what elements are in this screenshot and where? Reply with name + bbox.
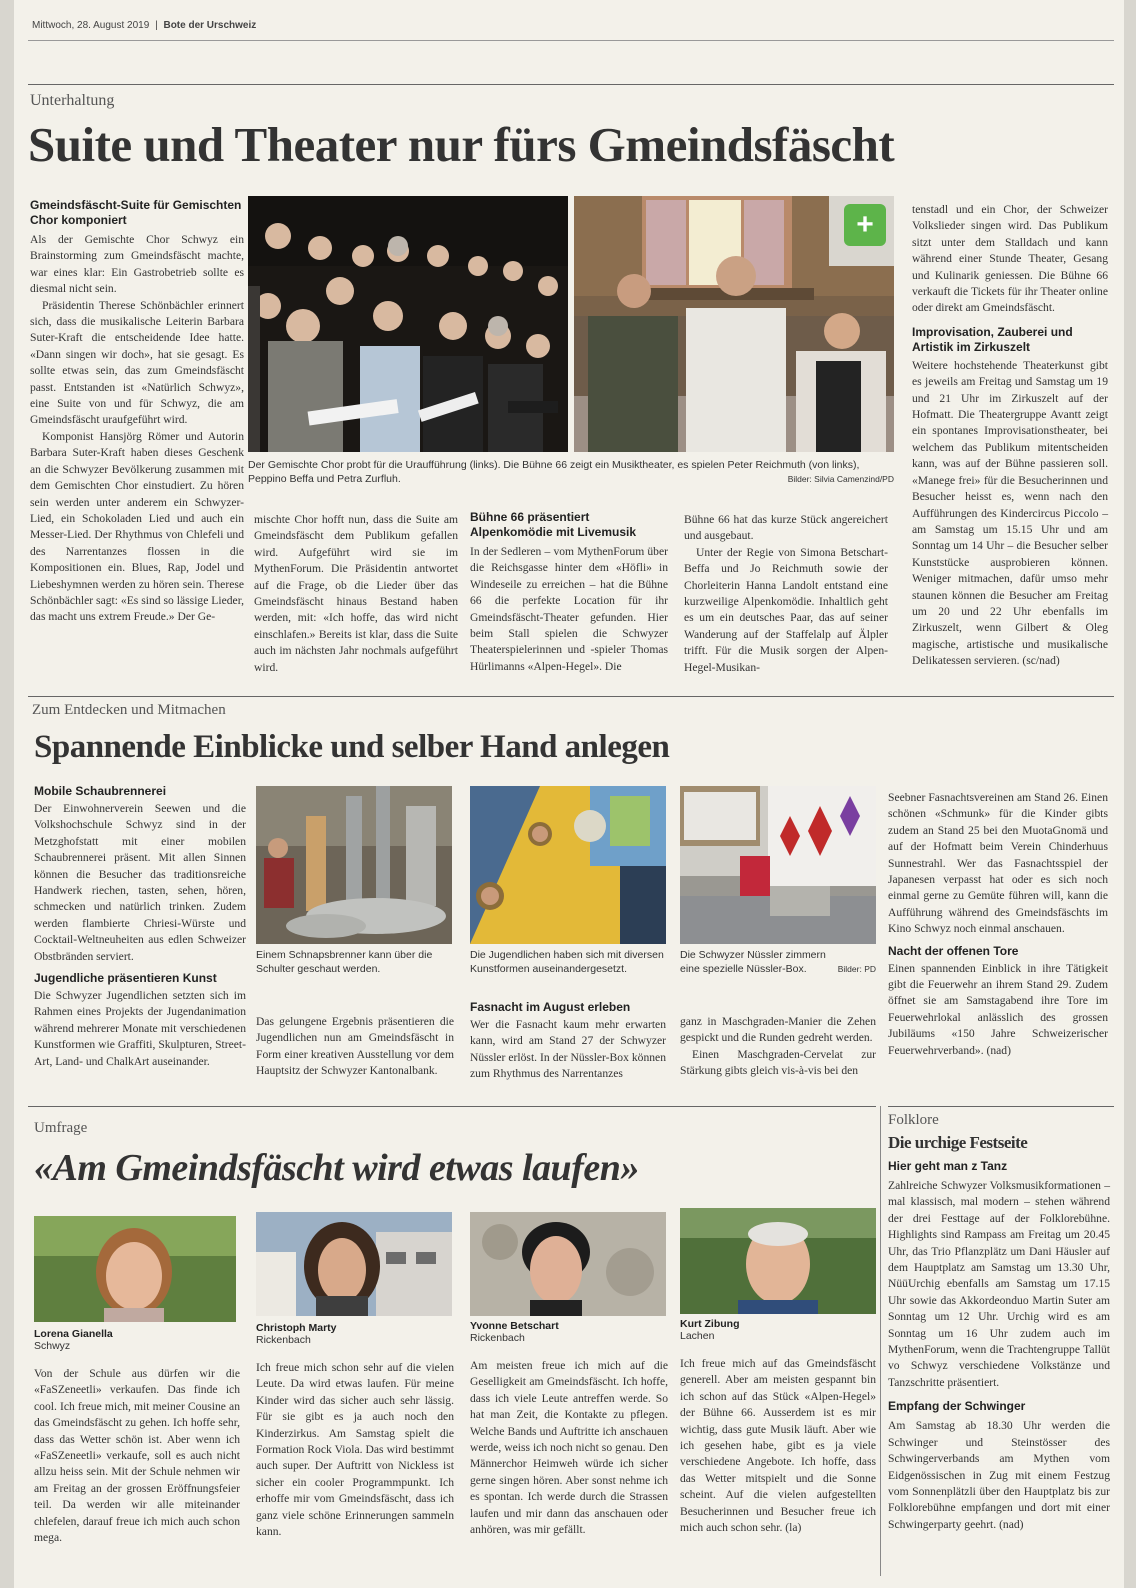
survey-person-2 — [256, 1322, 454, 1540]
middle-body-5b: Einen spannenden Einblick in ihre Tätigkeit gibt die Feuerwehr an ihrem Stand 29. Zudem öffnet sie am Samstagabend ihre Tore im Feuerwehrlokal anlässlich des grossen Jubiläums «150 Jahre Schweizerischer Feuerwehrverband». (nad) — [888, 961, 1108, 1057]
top-photo-caption: Der Gemischte Chor probt für die Uraufführung (links). Die Bühne 66 zeigt ein Musiktheater, es spielen Peter Reichmuth (von links), Peppino Beffa und Petra Zurfluh. — [248, 459, 860, 485]
top-column-5 — [912, 202, 1108, 670]
top-col1-body — [30, 232, 244, 626]
person-place: Schwyz — [34, 1340, 71, 1352]
portrait-photo — [34, 1216, 236, 1322]
survey-person-4 — [680, 1318, 876, 1536]
paragraph: Komponist Hansjörg Römer und Autorin Barbara Suter-Kraft haben dieses Geschenk an die Schwyzer Bevölkerung zusammen mit dem Gemischten Chor einstudiert. Zu hören sein werden unter anderem ein Schwyzer-Lied, ein Schokoladen Lied und auch ein Messer-Lied. Der Rhythmus von Chlefeli und des Narrentanzes flossen in die Kompositionen ein. Blues, Rap, Jodel und Liebeshymnen werden zu hören sein. Therese Schönbächler sagt: «Es sind so lässige Lieder, das macht uns extrem Freude.» Der Ge- — [30, 429, 244, 624]
person-place: Rickenbach — [256, 1334, 311, 1346]
folklore-subhead-2: Empfang der Schwinger — [888, 1399, 1026, 1414]
top-col3-subhead: Bühne 66 präsentiert Alpenkomödie mit Livemusik — [470, 510, 637, 539]
top-column-2: mischte Chor hofft nun, dass die Suite am Gmeindsfäscht dem Publikum gefallen wird. Aufgeführt wird sie im MythenForum. Die Präsidentin antwortet auf die Frage, ob die Lieder über das Gmeindsfäscht hinaus Bestand haben werden, mit: «Ich hoffe, das wird nicht einschlafen.» Bereits ist klar, dass die Suite auch im nächsten Jahr nochmals aufgeführt wird. — [254, 513, 458, 674]
paragraph: Präsidentin Therese Schönbächler erinnert sich, dass die musikalische Leiterin Barbara Suter-Kraft die entscheidende Idee hatte. «Dann singen wir doch», hat sie gesagt. Es sollte etwas sein, das zum Gmeindsfäscht passt. Entstanden ist «Natürlich Schwyz», eine Suite von und für Schwyz, die am Gmeindsfäscht uraufgeführt wird. — [30, 298, 244, 427]
person-quote: Am meisten freue ich mich auf die Geselligkeit am Gmeindsfäscht. Ich hoffe, dass ich viele Leute antreffen werde. So hat man Zeit, die Kontakte zu pflegen. Welche Bands und Auftritte ich anschauen werde, weiss ich noch nicht so genau. Den Männerchor Heimweh würde ich sicher gerne singen hören. Aber sonst nehme ich es spontan. Ich werde durch die Strassen laufen und mir dann das anschauen oder anhören, was mir gefällt. — [470, 1359, 668, 1537]
distillery-caption: Einem Schnapsbrenner kann über die Schulter geschaut werden. — [256, 949, 433, 975]
distillery-photo — [256, 786, 452, 944]
folklore-box — [888, 1112, 1110, 1533]
top-column-4 — [684, 512, 888, 676]
column-divider — [880, 1106, 881, 1576]
top-col5-body-2: Weitere hochstehende Theaterkunst gibt es jeweils am Freitag und Samstag um 19 und 21 Uhr im Zirkuszelt auf der Hofmatt. Die Theatergruppe Avantt zeigt ein spontanes Improvisationstheater, bei welchem das Publikum mitentscheiden kann, was auf der Bühne passieren soll. «Manege frei» für die Besucherinnen und Besucher heisst es, wenn nach den Aufführungen des Kindercircus Piccolo – am Samstag um 15.15 Uhr und am Sonntag um 14 Uhr – die Besucher selber Kunststücke ausprobieren können. Weniger mitmachen, dafür umso mehr staunen können die Besucher am Freitag um 20 und 22 Uhr ebenfalls im Zirkuszelt, wenn Gilbert & Oleg magische, artistische und musikalische Delikatessen servieren. (sc/nad) — [912, 358, 1108, 668]
middle-body-2: Die Schwyzer Jugendlichen setzten sich im Rahmen eines Projekts der Jugendanimation während mehrerer Monate mit verschiedenen Kunstformen wie Graffiti, Skulpturen, Street-Art, Land- und ChalkArt auseinander. — [34, 989, 246, 1068]
middle-department: Zum Entdecken und Mitmachen — [32, 702, 226, 718]
middle-subhead-3: Fasnacht im August erleben — [470, 1000, 631, 1014]
section-rule — [888, 1106, 1114, 1107]
folklore-headline: Die urchige Festseite — [888, 1133, 1028, 1152]
survey-department: Umfrage — [34, 1120, 88, 1136]
top-column-1 — [30, 198, 244, 626]
paragraph: Unter der Regie von Simona Betschart-Beffa und Jo Reichmuth sowie der Chorleiterin Hanna Landolt entstand eine kurzweilige Alpenkomödie. Inhaltlich geht es um ein deutsches Paar, das auf seiner Wanderung auf der Staffelalp auf Älpler trifft. Für die Musik sorgen der Alpen-Hegel-Musikan- — [684, 545, 888, 674]
paragraph: Bühne 66 hat das kurze Stück angereichert und ausgebaut. — [684, 513, 888, 543]
art-caption: Die Jugendlichen haben sich mit diversen Kunstformen auseinandergesetzt. — [470, 949, 664, 975]
folklore-body-1: Zahlreiche Schwyzer Volksmusikformationen – mal klassisch, mal modern – stehen während der drei Festtage auf der Folklorebühne. Highlights sind Rampass am Freitag um 20.45 Uhr, das Trio Pflanzplätz um Dani Häusler auf dem Hauptplatz am Samstag um 13.30 Uhr, NüüUrchig ebenfalls am Samstag um 17.15 Uhr sowie das Akkordeonduo Martin Suter am Sonntag um 12 Uhr. Urchig wird es am Sonntag um 16 Uhr zudem auch im MythenForum, wenn die Trachtengruppe Tallüt vo Schwyz verschiedene Volkstänze und Tanzschritte präsentiert. — [888, 1179, 1110, 1389]
person-quote: Ich freue mich auf das Gmeindsfäscht generell. Aber am meisten gespannt bin ich schon auf das Stück «Alpen-Hegel» der Bühne 66. Ausserdem ist es mir wichtig, dass gute Musik läuft. Aber wie ich gesehen habe, gibt es ja viele verschiedene Angebote. Ich hoffe, dass das Wetter mitspielt und die Sonne scheint. Auf die vielen aufgestellten Besucherinnen und Besucher freue ich mich auch schon sehr. (la) — [680, 1357, 876, 1535]
middle-body-3: Wer die Fasnacht kaum mehr erwarten kann, wird am Stand 27 der Schwyzer Nüssler erlöst. In der Nüssler-Box können zum Rhythmus des Narrentanzes — [470, 1018, 666, 1081]
person-quote: Ich freue mich schon sehr auf die vielen Leute. Da wird etwas laufen. Für meine Kinder wird das sicher auch sehr lässig. Für sie gibt es ja auch noch den Kinderzirkus. Am Samstag spielt die Formation Rock Viola. Das wird bestimmt auch super. Der Auftritt von Nickless ist sicher ein cooler Programmpunkt. Ich erhoffe mir vom Gmeindsfäscht, dass ich ganz viele schöne Erinnerungen sammeln kann. — [256, 1361, 454, 1539]
middle-photo-credit: Bilder: PD — [837, 964, 876, 974]
middle-body-5a: Seebner Fasnachtsvereinen am Stand 26. Einen schönen «Schmunk» für die Kinder gibts zudem an Stand 25 bei den MuotaGnomä und auf der Hofmatt beim Verein Chinderhuus Sunnestrahl. Wer das Fasnachtsspiel der Japanesen verpasst hat oder es sich noch einmal gerne zu Gemüte führen will, kann die Aufführung während des Gmeindsfäschts im Kino Schwyz noch einmal anschauen. — [888, 791, 1108, 936]
middle-column-5 — [888, 790, 1108, 1059]
header-date: Mittwoch, 28. August 2019 — [32, 20, 150, 31]
person-place: Lachen — [680, 1330, 715, 1342]
person-name: Kurt Zibung — [680, 1318, 740, 1330]
choir-photo — [248, 196, 568, 452]
folklore-subhead-1: Hier geht man z Tanz — [888, 1159, 1008, 1173]
section-rule — [28, 1106, 876, 1107]
middle-subhead-2: Jugendliche präsentieren Kunst — [34, 971, 217, 986]
header-rule — [28, 40, 1114, 41]
top-col3-body: In der Sedleren – vom MythenForum über die Reichsgasse hinter dem «Höfli» in Windeseile zu erreichen – hat die Bühne 66 die perfekte Location für ihr Gmeindsfäscht-Theater gefunden. Hier beim Stall spielen die Schwyzer Theaterspielerinnen und -spieler Thomas Hürlimanns «Alpen-Hegel». Die — [470, 545, 668, 673]
top-col5-body-1: tenstadl und ein Chor, der Schweizer Volkslieder singen wird. Das Publikum sitzt unter dem Stalldach und kann während einer Stunde Theater, Gesang und Kulinarik geniessen. Die Bühne 66 verkauft die Tickets für ihr Theater online oder direkt am Gmeindsfäscht. — [912, 203, 1108, 315]
middle-column-4 — [680, 1014, 876, 1080]
header-separator: | — [155, 20, 158, 31]
top-col5-subhead: Improvisation, Zauberei und Artistik im Zirkuszelt — [912, 324, 1073, 354]
section-rule — [28, 696, 1114, 697]
middle-subhead-4: Nacht der offenen Tore — [888, 943, 1019, 958]
portrait-photo — [256, 1212, 452, 1316]
top-department: Unterhaltung — [30, 92, 115, 109]
survey-person-3 — [470, 1320, 668, 1538]
survey-headline: «Am Gmeindsfäscht wird etwas laufen» — [34, 1147, 639, 1189]
middle-column-1 — [34, 784, 246, 1070]
person-name: Christoph Marty — [256, 1322, 337, 1334]
nuessler-caption: Die Schwyzer Nüssler zimmern eine spezielle Nüssler-Box. — [680, 949, 826, 975]
middle-headline: Spannende Einblicke und selber Hand anlegen — [34, 729, 670, 765]
folklore-body-2: Am Samstag ab 18.30 Uhr werden die Schwinger und Steinstösser des Schwingerverbands am Mythen vom Eidgenössischen in Zug mit einem Festzug vom Sonnenplätzli über den Hauptplatz bis zur Folklorebühne empfangen und dort mit einer Schwingerparty geehrt. (nad) — [888, 1419, 1110, 1531]
portrait-photo — [680, 1208, 876, 1314]
person-name: Yvonne Betschart — [470, 1320, 559, 1332]
portrait-photo — [470, 1212, 666, 1316]
survey-person-1 — [34, 1328, 240, 1546]
middle-column-3 — [470, 1000, 666, 1083]
top-column-3 — [470, 510, 668, 675]
section-rule — [28, 84, 1114, 85]
plus-icon: + — [844, 204, 886, 246]
page-header — [32, 20, 256, 31]
person-place: Rickenbach — [470, 1332, 525, 1344]
paragraph: Einen Maschgraden-Cervelat zur Stärkung gibts gleich vis-à-vis bei den — [680, 1047, 876, 1078]
paragraph: Als der Gemischte Chor Schwyz ein Brainstorming zum Gmeindsfäscht machte, war eines klar: Ein Gastrobetrieb sollte es diesmal nicht sein. — [30, 233, 244, 296]
theater-photo — [574, 196, 894, 452]
middle-subhead-1: Mobile Schaubrennerei — [34, 784, 167, 798]
top-photo-credit: Bilder: Silvia Camenzind/PD — [787, 474, 894, 484]
folklore-department: Folklore — [888, 1112, 939, 1128]
middle-column-2: Das gelungene Ergebnis präsentieren die Jugendlichen nun am Gmeindsfäscht in Form einer kreativen Ausstellung vor dem Hauptsitz der Schwyzer Kantonalbank. — [256, 1015, 454, 1078]
paragraph: ganz in Maschgraden-Manier die Zehen gespickt und die Runden gedreht werden. — [680, 1015, 876, 1045]
top-headline: Suite und Theater nur fürs Gmeindsfäscht — [28, 117, 895, 172]
person-quote: Von der Schule aus dürfen wir die «FaSZeneetli» verkaufen. Das finde ich cool. Ich freue mich, mit meiner Cousine an das Gmeindsfäscht zu gehen. Ich hoffe sehr, dass das Wetter schön ist. Aber wenn ich «FaSZeneetli» verkaufe, soll es auch nicht allzu heiss sein. Mit der Schule nehmen wir am Freitag an der grossen Eröffnungsfeier teil. Da werden wir alle miteinander chlefelen, darauf freue ich mich auch schon mega. — [34, 1367, 240, 1545]
header-paper: Bote der Urschweiz — [163, 20, 257, 31]
top-col1-subhead: Gmeindsfäscht-Suite für Gemischten Chor komponiert — [30, 198, 242, 227]
nuessler-photo — [680, 786, 876, 944]
newspaper-page — [14, 0, 1124, 1588]
art-photo — [470, 786, 666, 944]
person-name: Lorena Gianella — [34, 1328, 113, 1340]
middle-body-1: Der Einwohnerverein Seewen und die Volkshochschule Schwyz sind in der Metzghofstatt mit einer mobilen Schaubrennerei präsent. Mit allen Sinnen können die Besucher das traditionsreiche Handwerk riechen, tasten, sehen, hören, schmecken und natürlich trinken. Zudem werden flambierte Chriesi-Würste und Cocktail-Weltneuheiten aus edlen Schweizer Obstbränden serviert. — [34, 802, 246, 963]
